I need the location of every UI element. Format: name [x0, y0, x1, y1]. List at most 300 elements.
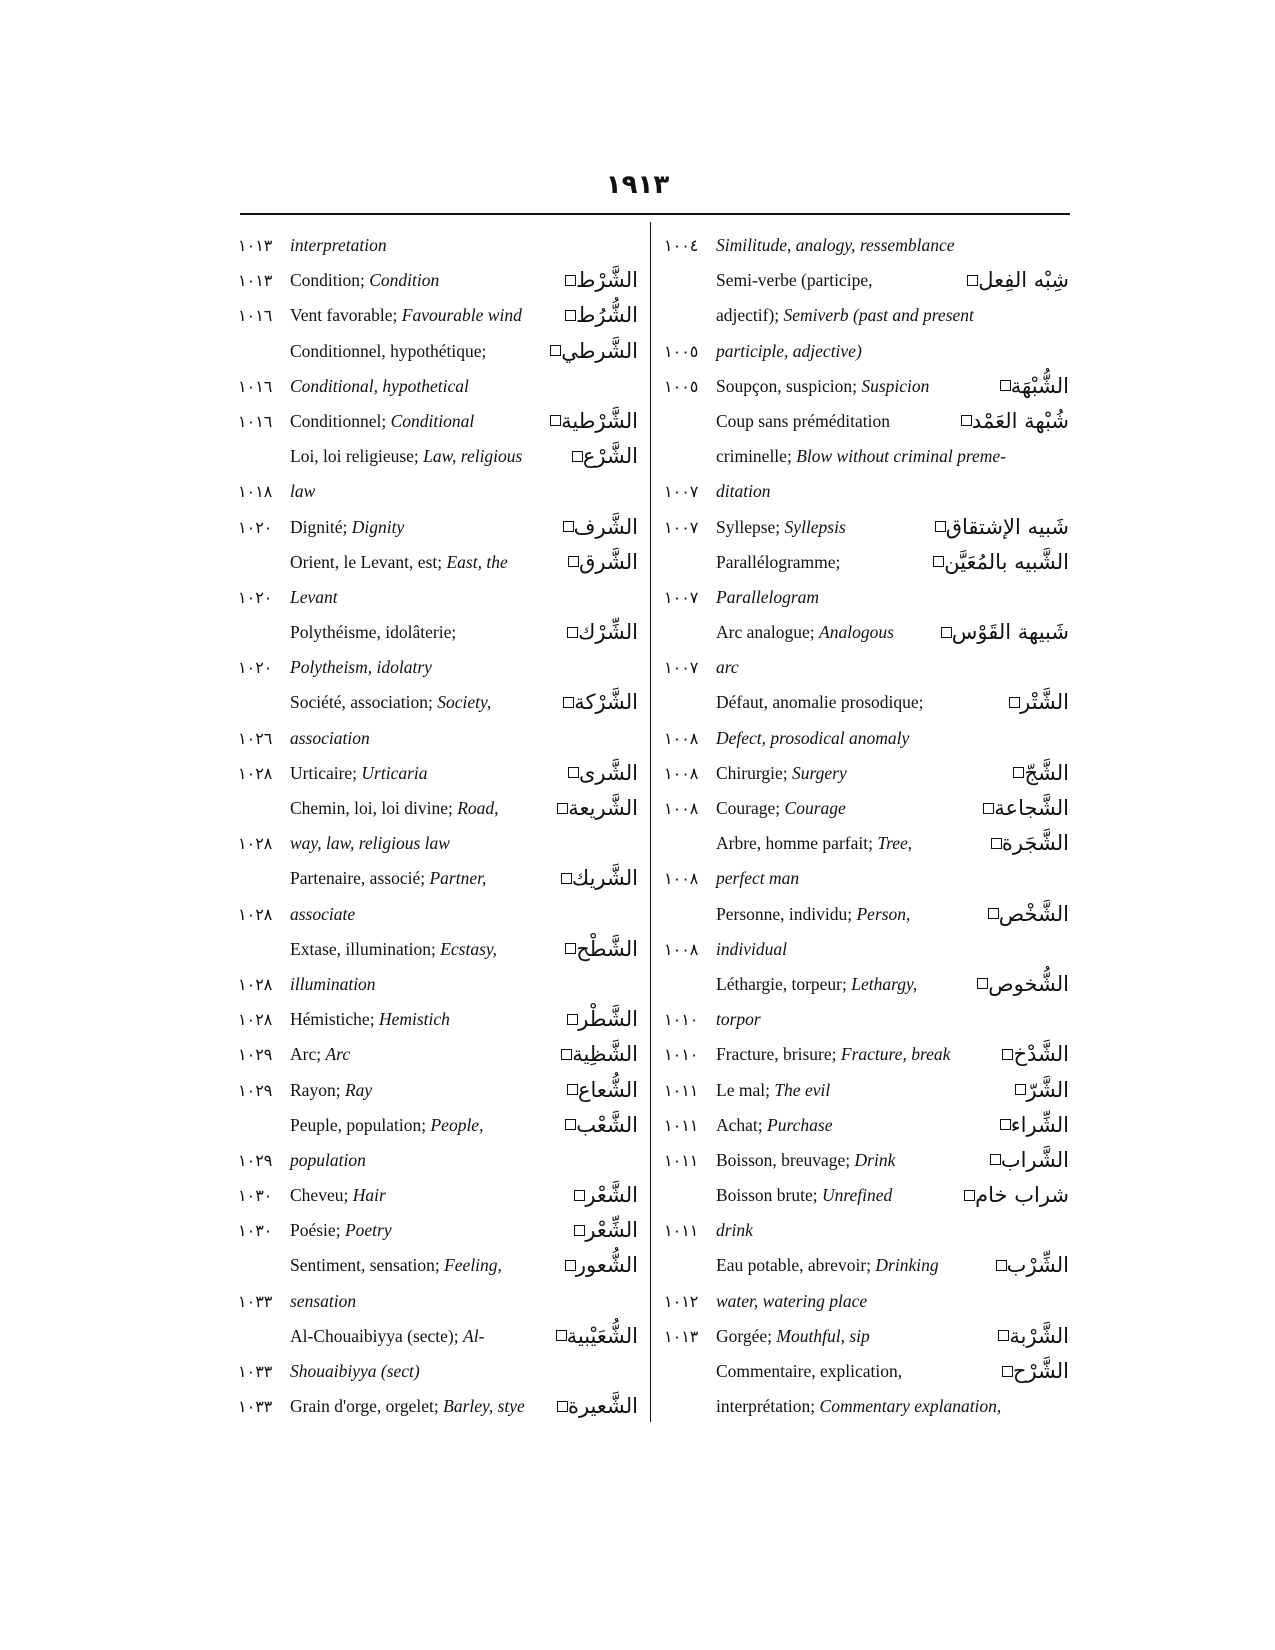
dictionary-entry-row — [664, 334, 1069, 369]
english-text: Conditional, hypothetical — [290, 375, 469, 396]
french-text: Syllepse; — [716, 516, 785, 537]
arabic-headword — [557, 932, 638, 967]
arabic-headword — [557, 1248, 638, 1283]
english-text: Conditional — [390, 410, 475, 431]
entry-translation — [290, 1248, 502, 1283]
entry-bullet-icon — [565, 1119, 576, 1130]
dictionary-entry-row — [238, 826, 638, 861]
arabic-headword — [994, 1354, 1069, 1389]
entry-translation — [290, 721, 370, 756]
dictionary-entry-row — [238, 1248, 638, 1283]
entry-page-number: ١٠٠٧ — [664, 587, 699, 607]
dictionary-entry-row — [238, 298, 638, 333]
dictionary-entry-row — [238, 685, 638, 720]
arabic-term: الشَّخْص — [998, 901, 1069, 926]
entry-bullet-icon — [574, 1190, 585, 1201]
french-text: Eau potable, abrevoir; — [716, 1255, 876, 1276]
arabic-term: شَبيهة القَوْس — [951, 620, 1069, 645]
entry-translation — [716, 404, 890, 439]
entry-translation — [290, 1213, 392, 1248]
arabic-term: الشَّجاعة — [994, 796, 1069, 820]
dictionary-entry-row — [664, 650, 1069, 685]
arabic-headword — [1001, 685, 1069, 720]
french-text: Partenaire, associé; — [290, 868, 430, 889]
entry-page-number: ١٠٠٨ — [664, 799, 699, 818]
arabic-headword — [959, 263, 1069, 298]
dictionary-entry-row — [664, 791, 1069, 826]
entry-bullet-icon — [561, 1049, 572, 1060]
entry-bullet-icon — [977, 978, 988, 989]
entry-translation — [716, 932, 787, 967]
arabic-term: الشَّرطي — [561, 338, 638, 363]
arabic-headword — [542, 334, 638, 369]
entry-bullet-icon — [557, 803, 568, 814]
entry-translation — [716, 1319, 870, 1354]
entry-page-number: ١٠٢٩ — [238, 1080, 273, 1100]
arabic-term: الشَّعْب — [576, 1112, 638, 1137]
entry-page-number: ١٠١١ — [664, 1150, 699, 1170]
arabic-term: الشُّعاع — [577, 1077, 638, 1102]
english-text: Al- — [463, 1325, 485, 1346]
dictionary-entry-row — [238, 439, 638, 474]
entry-bullet-icon — [1000, 380, 1011, 391]
french-text: Parallélogramme; — [716, 551, 841, 572]
french-text: Boisson brute; — [716, 1185, 822, 1206]
entry-translation — [290, 1284, 356, 1319]
entry-translation — [290, 545, 508, 580]
english-text: Defect, prosodical anomaly — [716, 727, 910, 748]
english-text: torpor — [716, 1009, 761, 1030]
french-text: Personne, individu; — [716, 903, 857, 924]
entry-translation — [716, 721, 909, 756]
arabic-headword — [557, 263, 638, 298]
entry-translation — [716, 1178, 892, 1213]
dictionary-entry-row — [664, 721, 1069, 756]
french-text: Société, association; — [290, 692, 438, 713]
french-text: Arc analogue; — [716, 622, 820, 643]
english-text: water, watering place — [716, 1290, 868, 1311]
entry-translation — [716, 897, 910, 932]
french-text: Chirurgie; — [716, 762, 792, 783]
english-text: Drinking — [875, 1255, 939, 1276]
entry-bullet-icon — [567, 1084, 578, 1095]
english-text: illumination — [290, 973, 376, 994]
english-text: participle, adjective) — [716, 340, 862, 361]
entry-bullet-icon — [574, 1225, 585, 1236]
arabic-headword — [555, 510, 638, 545]
english-text: Society, — [437, 692, 492, 713]
entry-translation — [716, 334, 862, 369]
english-text: way, law, religious law — [290, 833, 450, 854]
english-text: Favourable wind — [401, 305, 522, 326]
arabic-headword — [560, 756, 638, 791]
entry-translation — [716, 1143, 895, 1178]
entry-bullet-icon — [1000, 1119, 1011, 1130]
entry-page-number: ١٠١٦ — [238, 376, 273, 396]
dictionary-entry-row — [664, 1284, 1069, 1319]
french-text: adjectif); — [716, 305, 784, 326]
entry-page-number: ١٠٢٠ — [238, 658, 273, 678]
english-text: Hemistich — [378, 1009, 450, 1030]
entry-translation — [290, 826, 450, 861]
english-text: Dignity — [351, 516, 405, 537]
dictionary-entry-row — [238, 1143, 638, 1178]
entry-bullet-icon — [561, 873, 572, 884]
english-text: Barley, stye — [443, 1396, 525, 1417]
entry-bullet-icon — [550, 345, 561, 356]
entry-bullet-icon — [565, 943, 576, 954]
entry-page-number: ١٠٢٨ — [238, 904, 273, 924]
french-text: Urticaire; — [290, 762, 362, 783]
dictionary-entry-row — [238, 580, 638, 615]
arabic-term: الشَّرّ — [1026, 1077, 1069, 1102]
arabic-headword — [994, 1037, 1069, 1072]
french-text: Loi, loi religieuse; — [290, 446, 424, 467]
entry-bullet-icon — [567, 1014, 578, 1025]
french-text: Le mal; — [716, 1079, 775, 1100]
dictionary-entry-row — [238, 1284, 638, 1319]
entry-page-number: ١٠١٠ — [664, 1010, 699, 1030]
entry-translation — [290, 1354, 420, 1389]
entry-bullet-icon — [556, 1330, 567, 1341]
english-text: Levant — [290, 586, 338, 607]
entry-bullet-icon — [1002, 1049, 1013, 1060]
dictionary-entry-row — [664, 1319, 1069, 1354]
arabic-headword — [564, 439, 638, 474]
entry-translation — [716, 369, 929, 404]
english-text: law — [290, 481, 316, 502]
english-text: Ray — [344, 1079, 373, 1100]
left-column — [238, 228, 638, 1418]
dictionary-entry-row — [238, 1319, 638, 1354]
entry-page-number: ١٠١٠ — [664, 1045, 699, 1065]
french-text: Grain d'orge, orgelet; — [290, 1396, 444, 1417]
entry-translation — [290, 404, 474, 439]
entry-page-number: ١٠٠٨ — [664, 728, 699, 748]
english-text: Polytheism, idolatry — [290, 657, 432, 678]
entry-page-number: ١٠٢٨ — [238, 763, 273, 783]
entry-translation — [716, 1354, 902, 1389]
arabic-headword — [553, 861, 638, 896]
arabic-term: الشِّرْب — [1006, 1253, 1069, 1278]
arabic-headword — [549, 791, 638, 826]
dictionary-entry-row — [664, 439, 1069, 474]
arabic-headword — [975, 791, 1069, 826]
entry-translation — [290, 1108, 483, 1143]
entry-page-number: ١٠٢٩ — [238, 1045, 273, 1065]
french-text: Chemin, loi, loi divine; — [290, 798, 458, 818]
entry-translation — [716, 439, 1006, 474]
dictionary-entry-row — [664, 404, 1069, 439]
dictionary-entry-row — [664, 369, 1069, 404]
entry-page-number: ١٠٠٨ — [664, 939, 699, 959]
entry-page-number: ١٠٠٧ — [664, 517, 699, 537]
entry-bullet-icon — [557, 1401, 568, 1412]
dictionary-entry-row — [664, 1143, 1069, 1178]
arabic-headword — [933, 615, 1069, 650]
dictionary-entry-row — [238, 932, 638, 967]
entry-bullet-icon — [941, 627, 952, 638]
entry-bullet-icon — [1002, 1366, 1013, 1377]
entry-translation — [290, 228, 387, 263]
entry-translation — [290, 897, 355, 932]
french-text: Courage; — [716, 798, 785, 818]
entry-translation — [290, 791, 499, 826]
entry-page-number: ١٠١٣ — [238, 271, 273, 291]
entry-bullet-icon — [563, 697, 574, 708]
english-text: individual — [716, 938, 787, 959]
english-text: Unrefined — [821, 1185, 893, 1206]
french-text: Sentiment, sensation; — [290, 1255, 445, 1276]
french-text: Vent favorable; — [290, 305, 402, 326]
french-text: Semi-verbe (participe, — [716, 270, 873, 291]
arabic-headword — [953, 404, 1069, 439]
page-number: ١٩١٣ — [605, 170, 670, 200]
english-text: ditation — [716, 481, 771, 502]
french-text: Coup sans préméditation — [716, 410, 891, 431]
french-text: Peuple, population; — [290, 1114, 431, 1135]
entry-page-number: ١٠٠٧ — [664, 658, 699, 678]
entry-bullet-icon — [1009, 697, 1020, 708]
entry-translation — [290, 861, 486, 896]
arabic-headword — [982, 1143, 1069, 1178]
entry-translation — [290, 1002, 450, 1037]
arabic-term: الشَّبيه بالمُعَيَّن — [944, 549, 1069, 574]
entry-bullet-icon — [565, 275, 576, 286]
entry-translation — [716, 298, 974, 333]
entry-bullet-icon — [998, 1330, 1009, 1341]
english-text: Person, — [856, 903, 911, 924]
arabic-term: الشَّرق — [579, 549, 638, 574]
dictionary-entry-row — [664, 861, 1069, 896]
entry-bullet-icon — [563, 521, 574, 532]
arabic-headword — [553, 1037, 638, 1072]
dictionary-entry-row — [238, 615, 638, 650]
entry-page-number: ١٠٠٥ — [664, 341, 699, 361]
dictionary-entry-row — [238, 1037, 638, 1072]
entry-bullet-icon — [933, 556, 944, 567]
arabic-headword — [992, 1108, 1069, 1143]
english-text: sensation — [290, 1290, 357, 1311]
arabic-headword — [559, 1073, 638, 1108]
dictionary-entry-row — [664, 897, 1069, 932]
entry-translation — [716, 228, 954, 263]
entry-translation — [290, 1073, 372, 1108]
english-text: Feeling, — [444, 1255, 502, 1276]
dictionary-entry-row — [238, 1108, 638, 1143]
english-text: Blow without criminal preme- — [796, 446, 1007, 467]
dictionary-entry-row — [664, 545, 1069, 580]
dictionary-entry-row — [238, 1354, 638, 1389]
english-text: Syllepsis — [784, 516, 846, 537]
dictionary-entry-row — [664, 1213, 1069, 1248]
entry-page-number: ١٠١٢ — [664, 1291, 699, 1311]
dictionary-entry-row — [664, 826, 1069, 861]
english-text: People, — [430, 1114, 484, 1135]
dictionary-entry-row — [238, 791, 638, 826]
arabic-term: شراب خام — [975, 1183, 1069, 1208]
arabic-headword — [992, 369, 1069, 404]
entry-translation — [716, 1037, 950, 1072]
english-text: Semiverb (past and present — [783, 305, 974, 326]
arabic-term: الشِّرْك — [578, 620, 638, 645]
english-text: Shouaibiyya (sect) — [290, 1361, 420, 1381]
entry-bullet-icon — [572, 451, 583, 462]
entry-bullet-icon — [990, 1154, 1001, 1165]
entry-page-number: ١٠٢٠ — [238, 587, 273, 607]
english-text: Urticaria — [361, 762, 428, 783]
entry-translation — [716, 826, 912, 861]
english-text: perfect man — [716, 868, 800, 889]
dictionary-entry-row — [664, 615, 1069, 650]
entry-page-number: ١٠١٣ — [664, 1326, 699, 1346]
english-text: Parallelogram — [716, 586, 820, 607]
entry-page-number: ١٠١٨ — [238, 482, 273, 502]
french-text: Commentaire, explication, — [716, 1361, 903, 1381]
arabic-headword — [548, 1319, 638, 1354]
entry-page-number: ١٠١١ — [664, 1221, 699, 1241]
arabic-headword — [559, 615, 638, 650]
entry-translation — [290, 685, 491, 720]
arabic-term: الشَّرْبة — [1009, 1323, 1069, 1348]
arabic-term: الشَّجَرة — [1001, 831, 1069, 856]
arabic-term: الشَّرْط — [576, 268, 638, 293]
dictionary-entry-row — [238, 263, 638, 298]
right-column — [664, 228, 1069, 1418]
entry-translation — [716, 756, 847, 791]
english-text: interpretation — [290, 235, 387, 255]
english-text: Analogous — [819, 622, 894, 643]
dictionary-entry-row — [238, 369, 638, 404]
entry-page-number: ١٠٠٨ — [664, 869, 699, 889]
french-text: Al-Chouaibiyya (secte); — [290, 1325, 464, 1346]
entry-page-number: ١٠٠٥ — [664, 376, 699, 396]
arabic-term: الشُّبْهَة — [1010, 373, 1069, 398]
arabic-term: الشَّطْح — [576, 936, 638, 961]
dictionary-entry-row — [664, 1073, 1069, 1108]
entry-translation — [290, 1143, 366, 1178]
arabic-term: الشَّجّ — [1024, 760, 1069, 785]
entry-bullet-icon — [961, 415, 972, 426]
french-text: Achat; — [716, 1114, 768, 1135]
arabic-term: الشَّرى — [579, 760, 638, 785]
french-text: Conditionnel, hypothétique; — [290, 340, 487, 361]
entry-page-number: ١٠٢٠ — [238, 517, 273, 537]
french-text: Défaut, anomalie prosodique; — [716, 692, 924, 713]
dictionary-entry-row — [238, 756, 638, 791]
dictionary-entry-row — [664, 1002, 1069, 1037]
entry-translation — [290, 967, 376, 1002]
arabic-term: الشِّعْر — [585, 1218, 638, 1243]
dictionary-entry-row — [664, 685, 1069, 720]
english-text: association — [290, 727, 370, 748]
entry-translation — [716, 510, 846, 545]
entry-translation — [716, 1073, 830, 1108]
english-text: associate — [290, 903, 356, 924]
entry-page-number: ١٠٣٣ — [238, 1291, 273, 1311]
dictionary-entry-row — [238, 967, 638, 1002]
entry-translation — [290, 1037, 350, 1072]
arabic-headword — [557, 298, 638, 333]
entry-bullet-icon — [568, 767, 579, 778]
arabic-headword — [990, 1319, 1069, 1354]
arabic-term: الشَّعْر — [585, 1183, 638, 1208]
entry-bullet-icon — [983, 803, 994, 814]
entry-translation — [290, 1389, 525, 1424]
entry-page-number: ١٠٢٦ — [238, 728, 273, 748]
french-text: Orient, le Levant, est; — [290, 551, 447, 572]
dictionary-entry-row — [238, 897, 638, 932]
english-text: The evil — [774, 1079, 831, 1100]
entry-translation — [290, 580, 338, 615]
arabic-term: الشَّرف — [573, 514, 638, 539]
entry-translation — [716, 1389, 1001, 1424]
entry-page-number: ١٠٢٩ — [238, 1150, 273, 1170]
french-text: Arc; — [290, 1044, 326, 1065]
entry-translation — [290, 439, 522, 474]
entry-bullet-icon — [988, 908, 999, 919]
arabic-headword — [988, 1248, 1069, 1283]
english-text: Partner, — [429, 868, 487, 889]
entry-translation — [716, 615, 894, 650]
arabic-term: الشِّراء — [1010, 1112, 1069, 1137]
french-text: Hémistiche; — [290, 1009, 379, 1030]
entry-translation — [290, 474, 315, 509]
column-divider — [650, 222, 651, 1422]
french-text: Poésie; — [290, 1220, 345, 1241]
english-text: Suspicion — [861, 375, 930, 396]
english-text: Ecstasy, — [440, 938, 498, 959]
dictionary-entry-row — [238, 1073, 638, 1108]
entry-translation — [290, 369, 469, 404]
dictionary-entry-row — [238, 1178, 638, 1213]
entry-translation — [716, 545, 840, 580]
arabic-headword — [980, 897, 1069, 932]
entry-translation — [290, 650, 432, 685]
arabic-headword — [559, 1002, 638, 1037]
dictionary-entry-row — [238, 861, 638, 896]
arabic-term: الشَّرْع — [582, 444, 638, 469]
dictionary-entry-row — [664, 474, 1069, 509]
entry-page-number: ١٠١٦ — [238, 306, 273, 326]
french-text: Polythéisme, idolâterie; — [290, 622, 457, 643]
arabic-term: الشُّرُط — [576, 303, 638, 328]
english-text: Fracture, break — [840, 1044, 951, 1065]
entry-page-number: ١٠٢٨ — [238, 834, 273, 854]
english-text: Law, religious — [423, 446, 523, 467]
arabic-headword — [566, 1213, 638, 1248]
french-text: Arbre, homme parfait; — [716, 833, 878, 854]
entry-bullet-icon — [935, 521, 946, 532]
dictionary-entry-row — [238, 510, 638, 545]
dictionary-entry-row — [238, 1002, 638, 1037]
arabic-headword — [560, 545, 638, 580]
entry-translation — [290, 263, 439, 298]
dictionary-entry-row — [664, 1248, 1069, 1283]
entry-translation — [716, 580, 819, 615]
arabic-term: الشَّتْر — [1020, 690, 1069, 715]
entry-translation — [290, 298, 522, 333]
english-text: Drink — [854, 1149, 896, 1170]
entry-page-number: ١٠١٣ — [238, 236, 273, 255]
entry-translation — [716, 967, 917, 1002]
english-text: Road, — [457, 798, 499, 818]
arabic-term: الشَّراب — [1000, 1147, 1069, 1172]
french-text: Cheveu; — [290, 1185, 353, 1206]
entry-translation — [290, 1178, 386, 1213]
english-text: Tree, — [877, 833, 913, 854]
english-text: population — [290, 1149, 366, 1170]
